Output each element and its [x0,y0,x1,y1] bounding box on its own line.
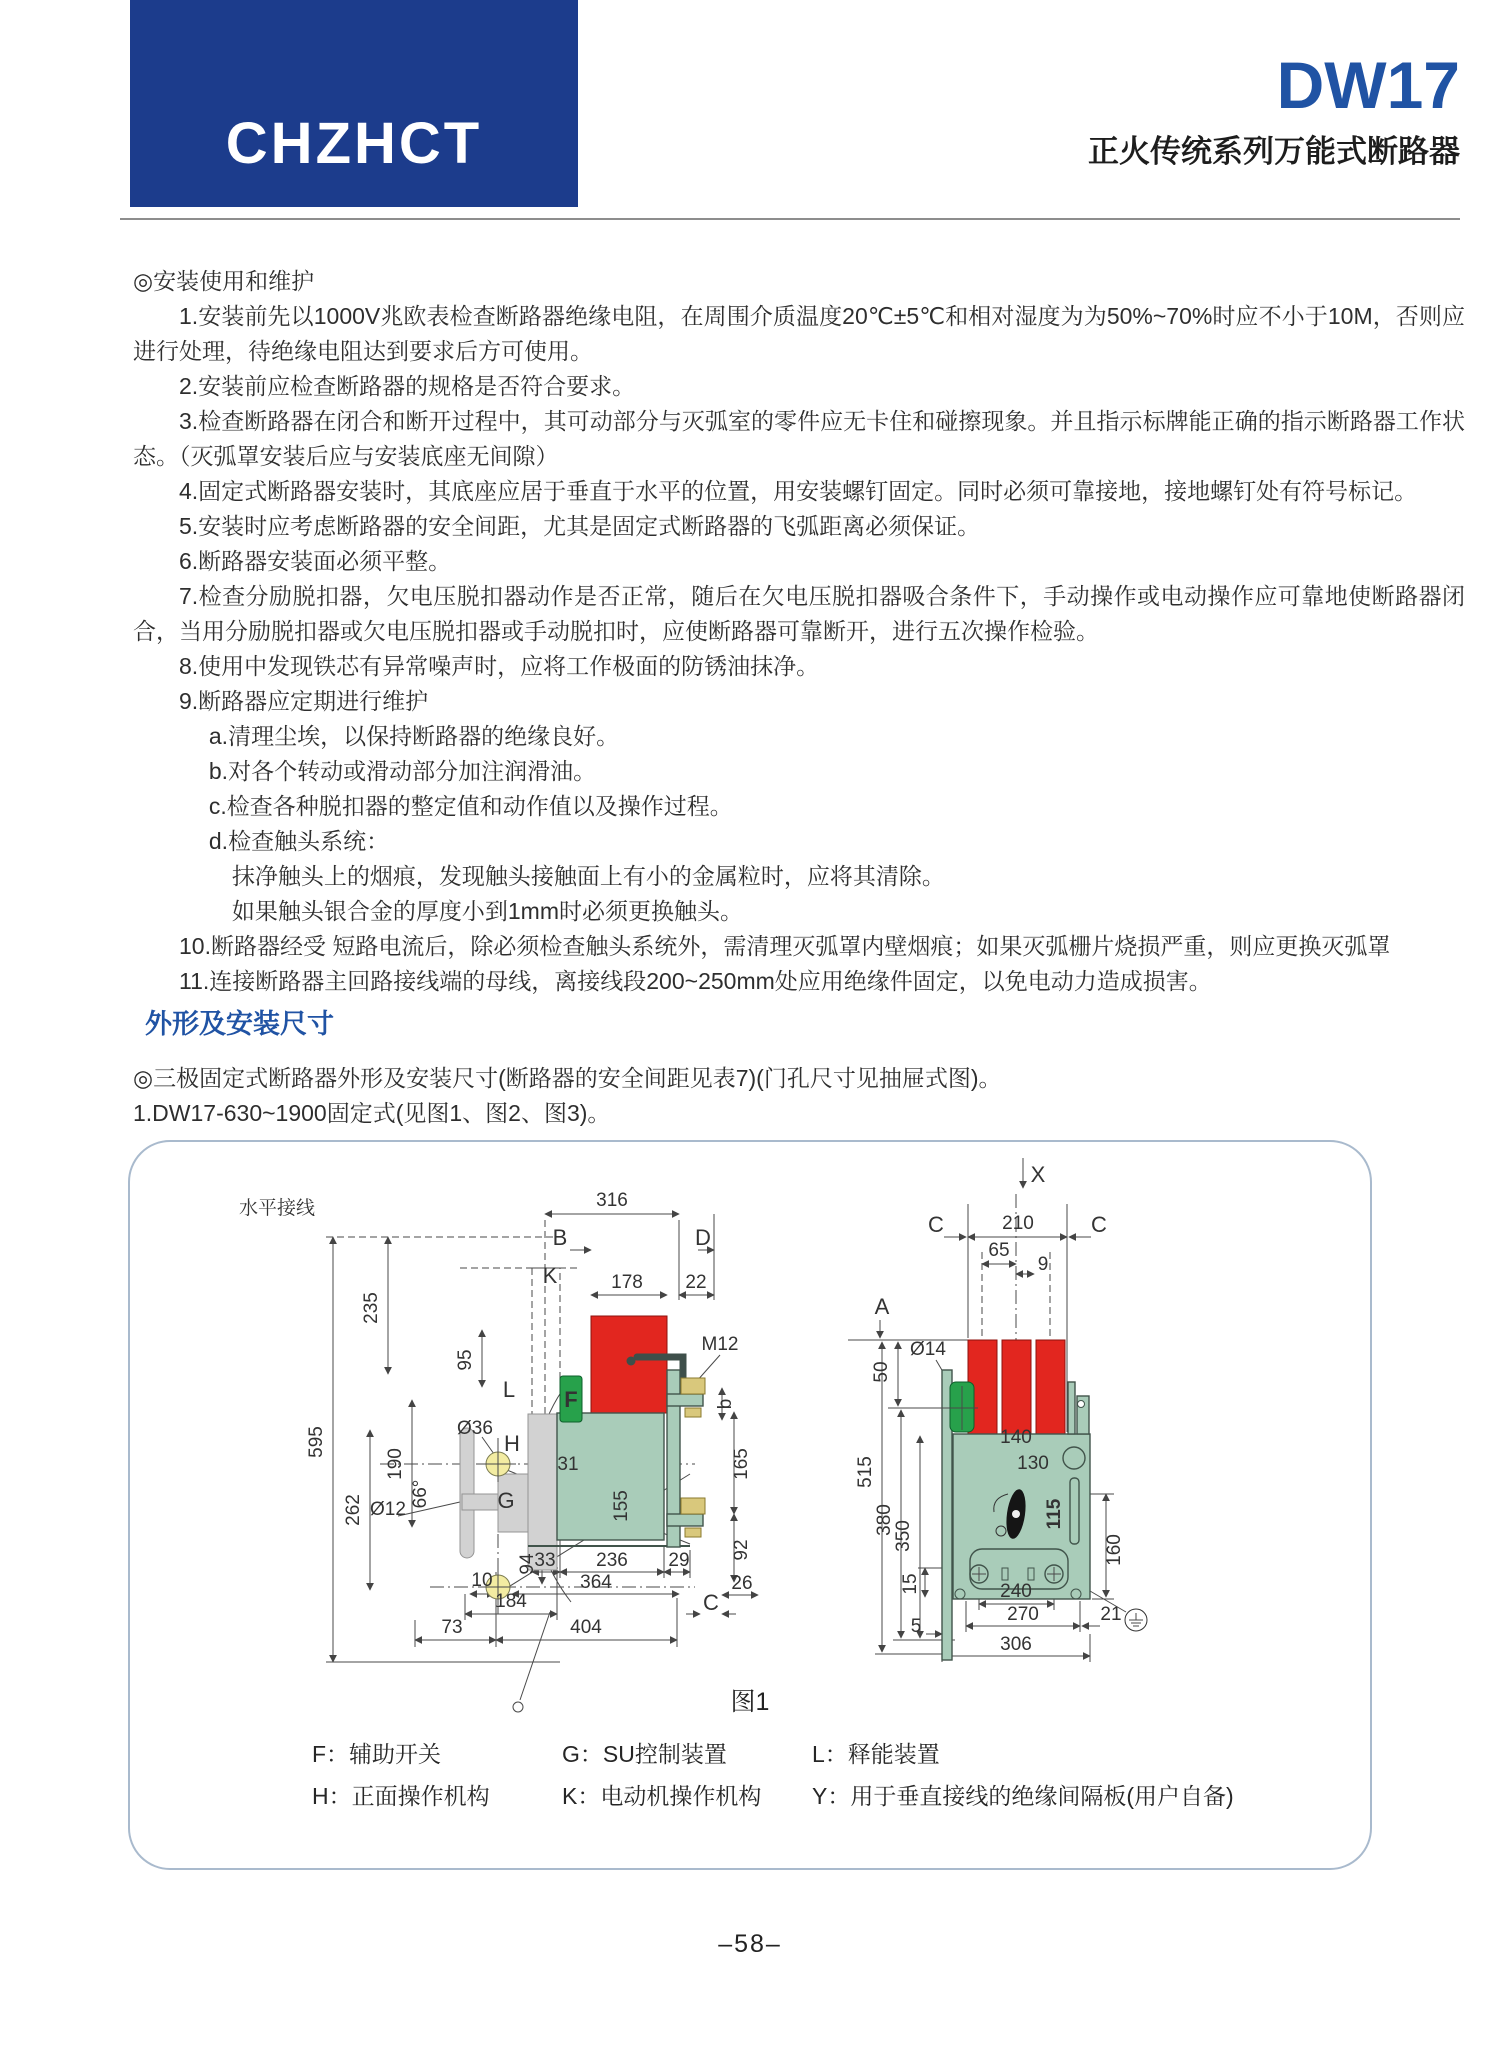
maintenance-item: 3.检查断路器在闭合和断开过程中，其可动部分与灭弧室的零件应无卡住和碰擦现象。并且指示标牌能正确的指示断路器工作状态。（灭弧罩安装后应与安装底座无间隙） [133,408,1465,469]
legend-item-l: L：释能装置 [812,1741,940,1767]
maintenance-section [133,264,1465,999]
dim-label: 262 [343,1494,364,1526]
maintenance-subitem: a.清理尘埃，以保持断路器的绝缘良好。 [208,723,620,749]
connection-type-label: 水平接线 [238,1198,316,1219]
dim-label: 22 [685,1272,707,1293]
legend-item-k: K：电动机操作机构 [562,1783,762,1809]
tab-hole [1078,1401,1085,1408]
maintenance-item: 6.断路器安装面必须平整。 [179,548,452,574]
dim-label: 178 [611,1272,643,1293]
terminal-nut [685,1528,701,1537]
dim-label: 184 [495,1591,527,1612]
dim-label: 160 [1104,1534,1125,1566]
dim-label: 5 [910,1616,922,1637]
maintenance-item: 10.断路器经受 短路电流后，除必须检查触头系统外，需清理灭弧罩内壁烟痕；如果灭弧栅片烧损严重，则应更换灭弧罩 [179,933,1391,959]
dim-label: 236 [596,1550,628,1571]
legend-item-h: H：正面操作机构 [312,1783,490,1809]
dim-label: 350 [893,1520,914,1552]
dim-label: 95 [455,1349,476,1371]
dim-label: 165 [731,1448,752,1480]
operating-mechanism-part [460,1428,474,1558]
dim-label: A [874,1294,890,1319]
brand-logo [130,0,578,207]
dim-label: b [715,1398,736,1410]
outline-intro: ◎三极固定式断路器外形及安装尺寸(断路器的安全间距见表7)(门孔尺寸见抽屉式图)。 [133,1065,1002,1091]
dim-label: 65 [988,1240,1010,1261]
maintenance-item: 5.安装时应考虑断路器的安全间距，尤其是固定式断路器的飞弧距离必须保证。 [179,513,981,539]
dim-label: 10 [471,1570,493,1591]
maintenance-item: 7.检查分励脱扣器，欠电压脱扣器动作是否正常，随后在欠电压脱扣器吸合条件下，手动操作或电动操作应可靠地使断路器闭合，当用分励脱扣器或欠电压脱扣器或手动脱扣时，应使断路器可靠断开，进行五次操作检验。 [133,583,1465,644]
dim-label: C [703,1590,719,1615]
dim-label: 306 [1000,1634,1032,1655]
maintenance-item: 1.安装前先以1000V兆欧表检查断路器绝缘电阻，在周围介质温度20℃±5℃和相对湿度为为50%~70%时应不小于10M，否则应进行处理，待绝缘电阻达到要求后方可使用。 [133,303,1465,364]
model-title: DW17 [1276,48,1460,122]
handle-curl [627,1357,636,1366]
dim-label: X [1030,1162,1046,1187]
dim-label: 66° [410,1479,431,1509]
dim-label: 240 [1000,1581,1032,1602]
page-header [1088,48,1460,171]
maintenance-subitem: b.对各个转动或滑动部分加注润滑油。 [208,758,597,784]
dim-label: 29 [668,1550,690,1571]
page-number: –58– [718,1930,782,1958]
maintenance-item: 2.安装前应检查断路器的规格是否符合要求。 [179,373,636,399]
dim-label: 94 [517,1553,538,1575]
mounting-tab [1068,1382,1075,1434]
outline-item: 1.DW17-630~1900固定式(见图1、图2、图3)。 [133,1100,611,1126]
legend-item-y: Y：用于垂直接线的绝缘间隔板(用户自备) [812,1783,1234,1809]
legend-item-g: G：SU控制装置 [562,1741,727,1767]
dim-label: 270 [1007,1604,1039,1625]
outline-heading: 外形及安装尺寸 [145,1009,334,1039]
terminal-arm [667,1394,703,1406]
dim-label: 364 [580,1572,612,1593]
dim-label: Ø36 [457,1418,493,1439]
lever-screw [1012,1510,1020,1518]
ground-symbol [1125,1609,1147,1631]
maintenance-item: 8.使用中发现铁芯有异常噪声时，应将工作极面的防锈油抹净。 [179,653,820,679]
dim-label: 115 [1044,1498,1065,1530]
maintenance-subnote: 如果触头银合金的厚度小到1mm时必须更换触头。 [231,898,744,924]
dim-label: Ø14 [910,1339,946,1360]
figure1-panel [128,1140,1372,1870]
header-divider [120,218,1460,220]
maintenance-item: 9.断路器应定期进行维护 [179,688,429,714]
dim-label: K [542,1263,558,1288]
brand-logo-text: CHZHCT [225,111,483,176]
dim-label: 26 [731,1573,753,1594]
fig1-left-view [239,1190,758,1712]
dim-label: 130 [1017,1453,1049,1474]
figure-caption: 图1 [730,1688,770,1716]
dim-label: 235 [361,1292,382,1324]
dim-label: 316 [596,1190,628,1211]
fig1-right-view [848,1158,1147,1662]
dim-label: 21 [1100,1604,1122,1625]
busbar-red [1002,1340,1031,1434]
maintenance-item: 11.连接断路器主回路接线端的母线，离接线段200~250mm处应用绝缘件固定，以免电动力造成损害。 [179,968,1212,994]
dim-label: C [928,1212,944,1237]
dim-label: 50 [871,1361,892,1383]
dim-label: 155 [611,1490,632,1522]
dim-label: 190 [385,1448,406,1480]
dim-label: 140 [1000,1427,1032,1448]
maintenance-subitem: d.检查触头系统： [208,828,390,854]
dim-label: G [497,1488,515,1513]
dim-label: B [552,1225,568,1250]
legend-item-f: F：辅助开关 [312,1741,442,1767]
dim-label: L [502,1377,516,1402]
series-subtitle: 正火传统系列万能式断路器 [1088,134,1460,169]
outline-section [133,1002,1465,1131]
dim-label: F [564,1387,578,1412]
dim-label: 595 [306,1426,327,1458]
dim-label: 210 [1002,1213,1034,1234]
dim-label: 92 [731,1539,752,1561]
maintenance-subitem: c.检查各种脱扣器的整定值和动作值以及操作过程。 [208,793,733,819]
busbar-red [1036,1340,1065,1434]
maintenance-heading: ◎安装使用和维护 [133,268,315,294]
terminal-arm [667,1514,703,1526]
terminal-bolt [681,1378,705,1394]
dim-label: 15 [900,1573,921,1595]
dim-label: 515 [855,1456,876,1488]
dim-label: 380 [874,1504,895,1536]
terminal-bolt [681,1498,705,1514]
dim-label: Ø12 [370,1499,406,1520]
dim-label: 33 [534,1550,556,1571]
terminal-nut [685,1408,701,1417]
dim-label: 73 [441,1617,463,1638]
dim-label: D [695,1225,711,1250]
dim-label: C [1091,1212,1107,1237]
dim-label: H [504,1431,520,1456]
maintenance-subnote: 抹净触头上的烟痕，发现触头接触面上有小的金属粒时，应将其清除。 [231,863,945,889]
dim-label: 9 [1037,1254,1049,1275]
maintenance-item: 4.固定式断路器安装时，其底座应居于垂直于水平的位置，用安装螺钉固定。同时必须可靠接地，接地螺钉处有符号标记。 [179,478,1418,504]
dim-label: 404 [570,1617,602,1638]
dim-label: 31 [557,1454,579,1475]
dim-label: M12 [701,1334,739,1355]
